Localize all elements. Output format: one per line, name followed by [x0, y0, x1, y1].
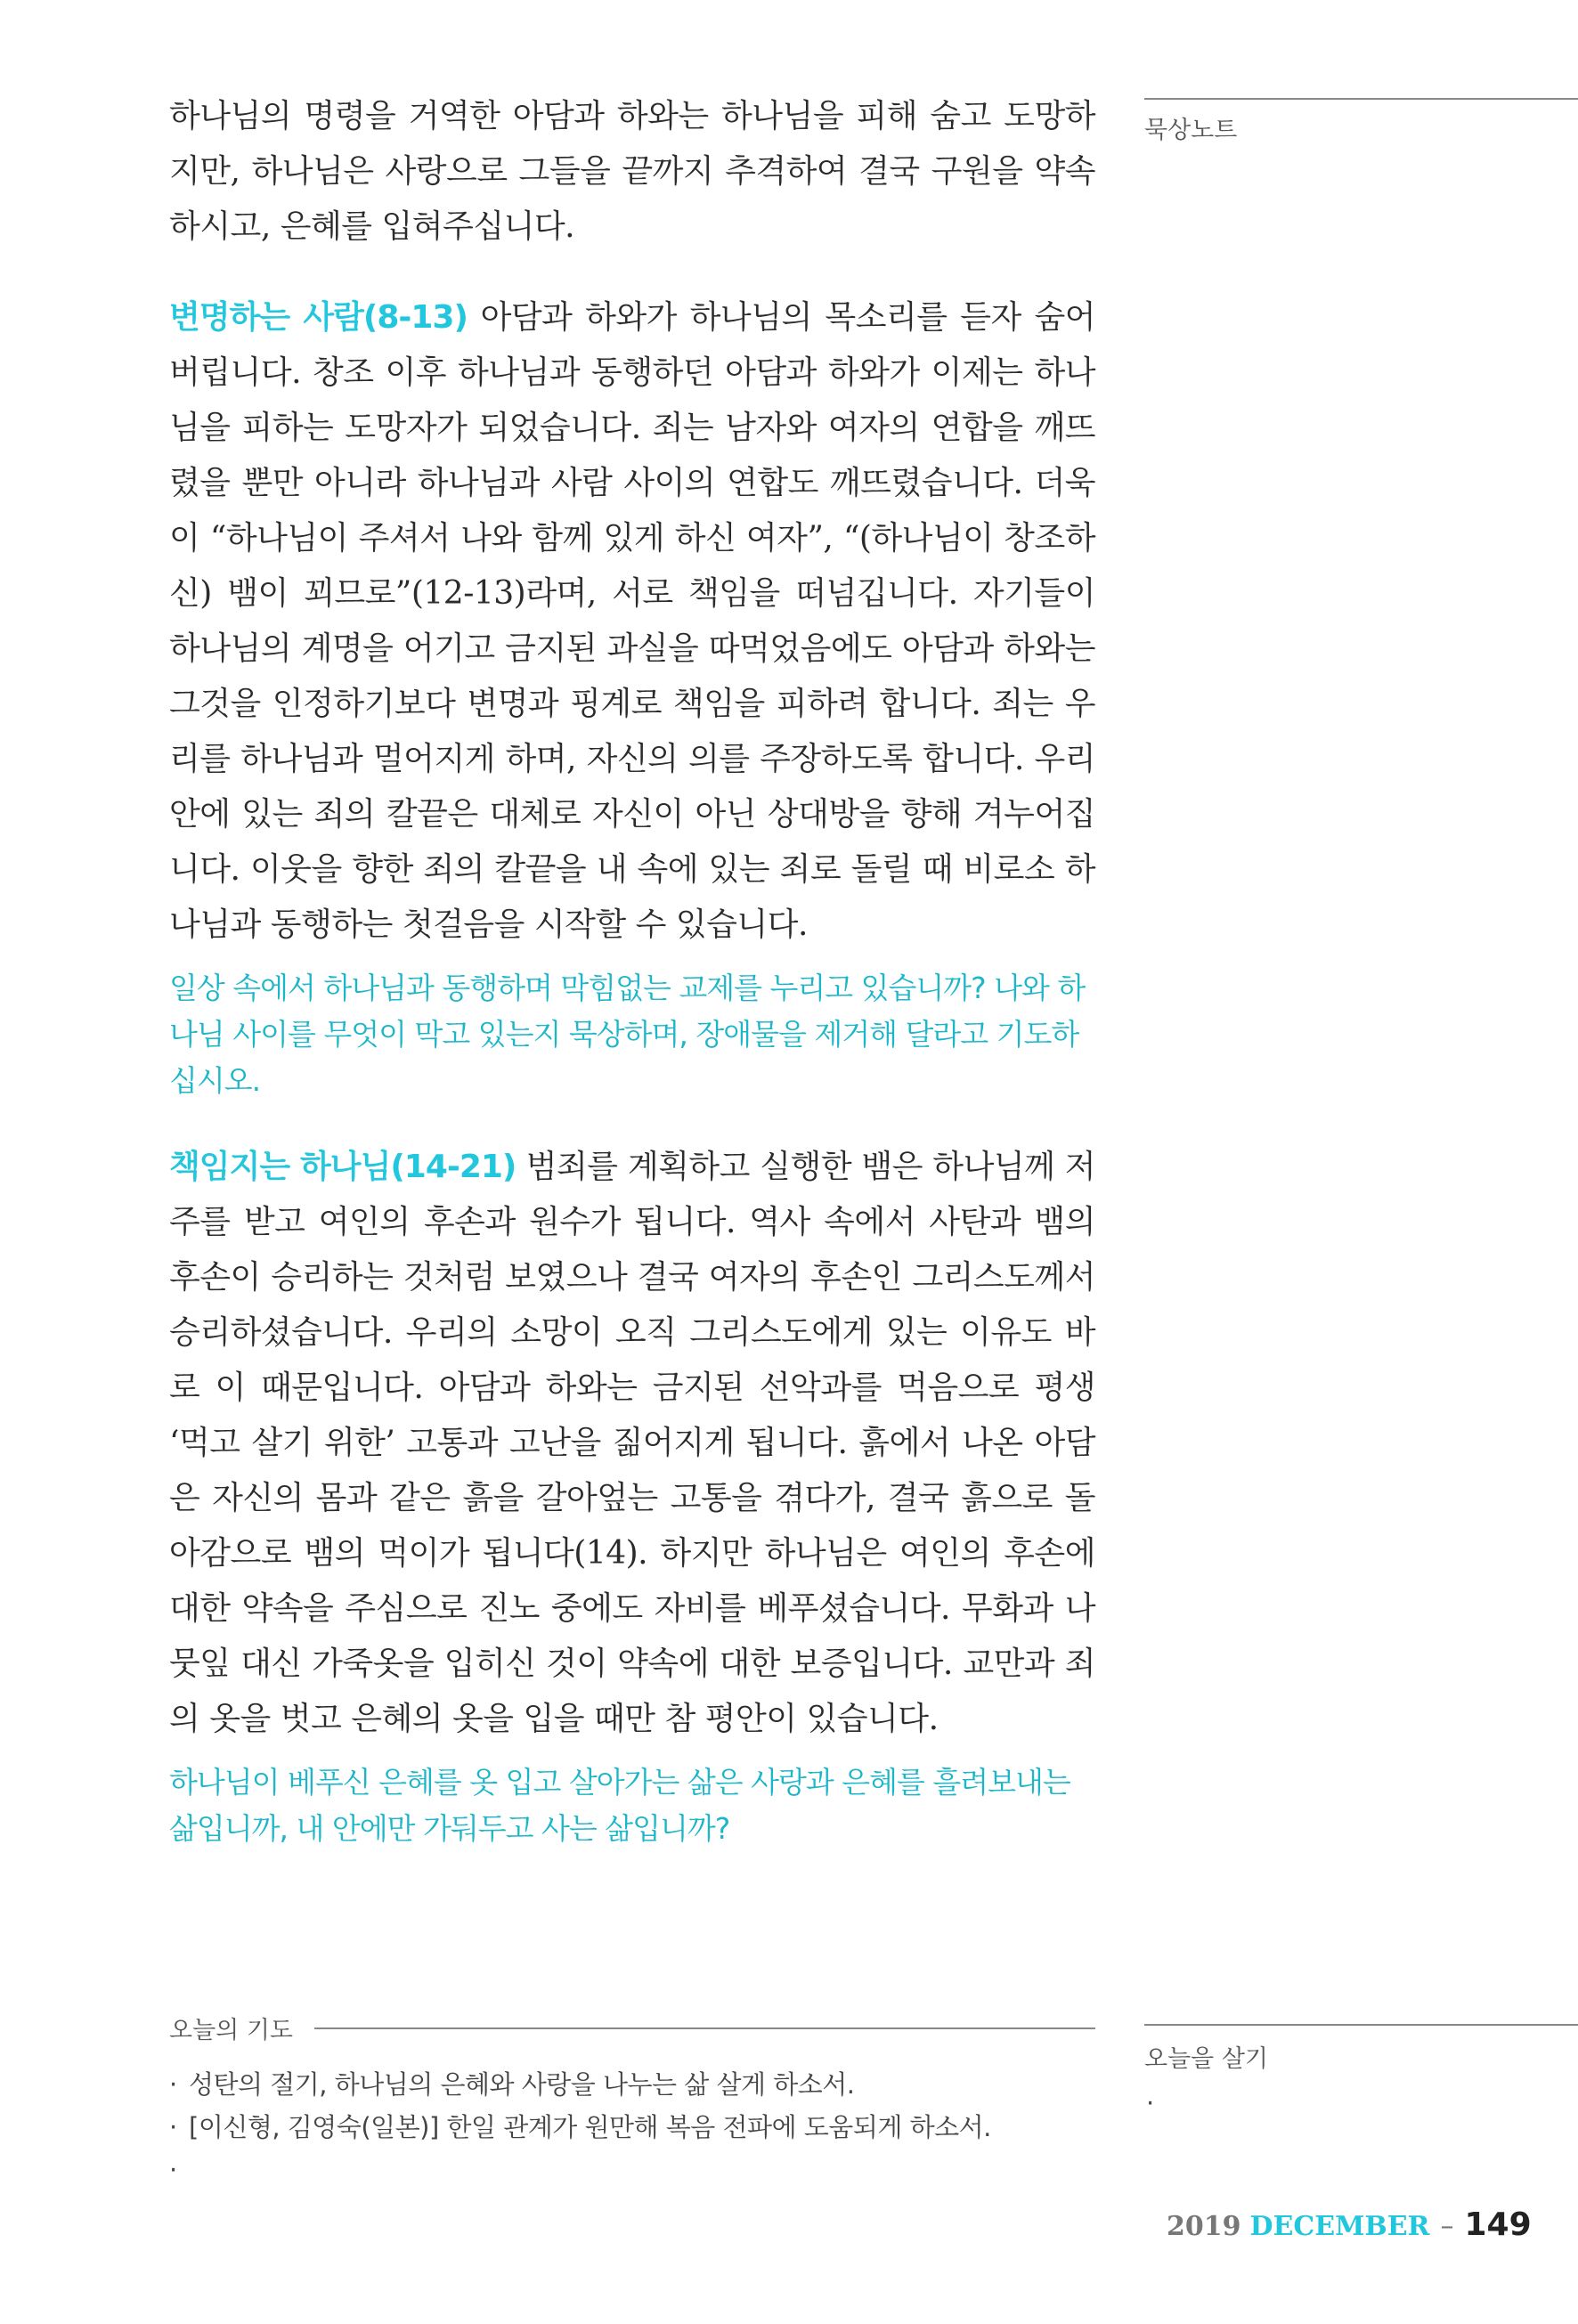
section-body-excuse: 아담과 하와가 하나님의 목소리를 듣자 숨어버립니다. 창조 이후 하나님과 동행하던 아담과 하와가 이제는 하나님을 피하는 도망자가 되었습니다. 죄는 남자와 여자의 연합을 깨뜨렸을 뿐만 아니라 하나님과 사람 사이의 연합도 깨뜨렸습니다. 더욱이 “하나님이 주셔서 나와 함께 있게 하신 여자”, “(하나님이 창조하신) 뱀이 꾀므로”(12-13)라며, 서로 책임을 떠넘깁니다. 자기들이 하나님의 계명을 어기고 금지된 과실을 따먹었음에도 아담과 하와는 그것을 인정하기보다 변명과 핑계로 책임을 피하려 합니다. 죄는 우리를 하나님과 멀어지게 하며, 자신의 의를 주장하도록 합니다. 우리 안에 있는 죄의 칼끝은 대체로 자신이 아닌 상대방을 향해 겨누어집니다. 이웃을 향한 죄의 칼끝을 내 속에 있는 죄로 돌릴 때 비로소 하나님과 동행하는 첫걸음을 시작할 수 있습니다.	[169, 299, 1095, 943]
prayer-title: 오늘의 기도	[169, 2017, 293, 2044]
reflection-question-1: 일상 속에서 하나님과 동행하며 막힘없는 교제를 누리고 있습니까? 나와 하나님 사이를 무엇이 막고 있는지 묵상하며, 장애물을 제거해 달라고 기도하십시오.	[169, 971, 1086, 1098]
today-live-label: 오늘을 살기	[1144, 2045, 1268, 2073]
notes-divider	[1144, 98, 1578, 100]
footer-month: DECEMBER	[1249, 2211, 1430, 2242]
section-excuse	[169, 290, 1095, 953]
today-live-divider	[1144, 2024, 1578, 2026]
todays-prayer	[169, 2011, 1095, 2191]
page-footer	[1167, 2206, 1532, 2243]
prayer-item: · [이신형, 김영숙(일본)] 한일 관계가 원만해 복음 전파에 도움되게 하소서.	[169, 2106, 1095, 2149]
meditation-notes-label: 묵상노트	[1144, 117, 1238, 144]
footer-year: 2019	[1167, 2211, 1241, 2242]
intro-paragraph: 하나님의 명령을 거역한 아담과 하와는 하나님을 피해 숨고 도망하지만, 하나님은 사랑으로 그들을 끝까지 추격하여 결국 구원을 약속하시고, 은혜를 입혀주십니다.	[169, 98, 1095, 245]
section-responsible	[169, 1140, 1095, 1747]
bullet-icon: ·	[169, 2155, 177, 2185]
article-body	[169, 89, 1095, 1852]
prayer-list	[169, 2063, 1095, 2191]
today-live-bullet: ·	[1146, 2088, 1155, 2118]
footer-dash: –	[1440, 2211, 1454, 2242]
prayer-item: · 성탄의 절기, 하나님의 은혜와 사랑을 나누는 삶 살게 하소서.	[169, 2063, 1095, 2106]
prayer-item	[169, 2149, 1095, 2191]
bullet-icon: ·	[169, 2069, 177, 2100]
section-body-responsible: 범죄를 계획하고 실행한 뱀은 하나님께 저주를 받고 여인의 후손과 원수가 됩니다. 역사 속에서 사탄과 뱀의 후손이 승리하는 것처럼 보였으나 결국 여자의 후손인 그리스도께서 승리하셨습니다. 우리의 소망이 오직 그리스도에게 있는 이유도 바로 이 때문입니다. 아담과 하와는 금지된 선악과를 먹음으로 평생 ‘먹고 살기 위한’ 고통과 고난을 짊어지게 됩니다. 흙에서 나온 아담은 자신의 몸과 같은 흙을 갈아엎는 고통을 겪다가, 결국 흙으로 돌아감으로 뱀의 먹이가 됩니다(14). 하지만 하나님은 여인의 후손에 대한 약속을 주심으로 진노 중에도 자비를 베푸셨습니다. 무화과 나뭇잎 대신 가죽옷을 입히신 것이 약속에 대한 보증입니다. 교만과 죄의 옷을 벗고 은혜의 옷을 입을 때만 참 평안이 있습니다.	[169, 1149, 1095, 1737]
prayer-divider	[314, 2027, 1095, 2029]
section-heading-excuse: 변명하는 사람(8-13)	[169, 299, 468, 336]
bullet-icon: ·	[169, 2112, 177, 2142]
page-number: 149	[1464, 2206, 1532, 2243]
reflection-question-2: 하나님이 베푸신 은혜를 옷 입고 살아가는 삶은 사랑과 은혜를 흘려보내는 삶입니까, 내 안에만 가둬두고 사는 삶입니까?	[169, 1765, 1070, 1846]
section-heading-responsible: 책임지는 하나님(14-21)	[169, 1149, 517, 1185]
